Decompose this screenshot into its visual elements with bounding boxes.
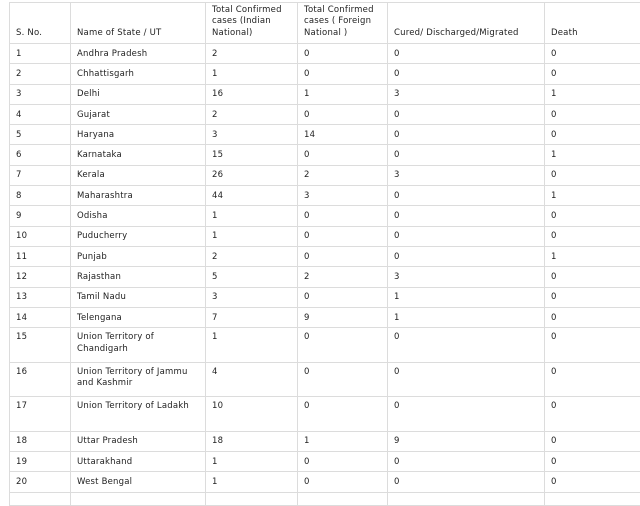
table-cell-empty bbox=[388, 492, 545, 505]
table-row bbox=[10, 165, 640, 185]
table-row bbox=[10, 104, 640, 124]
cell-sno: 18 bbox=[10, 431, 71, 451]
cell-sno: 7 bbox=[10, 165, 71, 185]
cell-death: 1 bbox=[545, 246, 640, 266]
cell-indian-cases: 26 bbox=[206, 165, 298, 185]
table-row bbox=[10, 64, 640, 84]
cell-cured: 3 bbox=[388, 84, 545, 104]
cell-indian-cases: 10 bbox=[206, 397, 298, 432]
cell-foreign-cases: 1 bbox=[298, 84, 388, 104]
cell-cured: 9 bbox=[388, 431, 545, 451]
cell-state: Rajasthan bbox=[71, 267, 206, 287]
cell-sno: 13 bbox=[10, 287, 71, 307]
cell-death: 0 bbox=[545, 226, 640, 246]
cell-cured: 0 bbox=[388, 186, 545, 206]
cell-cured: 0 bbox=[388, 226, 545, 246]
cell-indian-cases: 5 bbox=[206, 267, 298, 287]
cell-sno: 17 bbox=[10, 397, 71, 432]
cell-indian-cases: 1 bbox=[206, 328, 298, 363]
cell-sno: 2 bbox=[10, 64, 71, 84]
cell-sno: 5 bbox=[10, 125, 71, 145]
table-row bbox=[10, 451, 640, 471]
table-row bbox=[10, 186, 640, 206]
cell-cured: 0 bbox=[388, 125, 545, 145]
cell-death: 0 bbox=[545, 287, 640, 307]
cell-sno: 3 bbox=[10, 84, 71, 104]
table-row bbox=[10, 226, 640, 246]
cell-cured: 1 bbox=[388, 287, 545, 307]
cell-death: 1 bbox=[545, 186, 640, 206]
cell-state: Punjab bbox=[71, 246, 206, 266]
cell-death: 0 bbox=[545, 165, 640, 185]
cell-indian-cases: 1 bbox=[206, 206, 298, 226]
cell-cured: 0 bbox=[388, 145, 545, 165]
cell-sno: 20 bbox=[10, 472, 71, 492]
cell-sno: 10 bbox=[10, 226, 71, 246]
cell-death: 0 bbox=[545, 125, 640, 145]
cell-cured: 0 bbox=[388, 397, 545, 432]
cell-state: Kerala bbox=[71, 165, 206, 185]
cell-cured: 0 bbox=[388, 328, 545, 363]
table-row bbox=[10, 84, 640, 104]
cell-death: 0 bbox=[545, 307, 640, 327]
cell-death: 0 bbox=[545, 397, 640, 432]
table-row bbox=[10, 44, 640, 64]
cell-death: 0 bbox=[545, 64, 640, 84]
cell-death: 0 bbox=[545, 206, 640, 226]
cell-indian-cases: 1 bbox=[206, 64, 298, 84]
cell-foreign-cases: 0 bbox=[298, 451, 388, 471]
table-row bbox=[10, 307, 640, 327]
cell-sno: 14 bbox=[10, 307, 71, 327]
table-cell-empty bbox=[71, 492, 206, 505]
cell-indian-cases: 1 bbox=[206, 472, 298, 492]
cell-sno: 15 bbox=[10, 328, 71, 363]
cell-indian-cases: 2 bbox=[206, 104, 298, 124]
table-body bbox=[10, 44, 640, 506]
cell-death: 0 bbox=[545, 451, 640, 471]
table-row bbox=[10, 206, 640, 226]
cell-foreign-cases: 0 bbox=[298, 104, 388, 124]
table-row bbox=[10, 125, 640, 145]
table-row bbox=[10, 287, 640, 307]
table-row bbox=[10, 431, 640, 451]
cell-cured: 0 bbox=[388, 104, 545, 124]
cell-foreign-cases: 0 bbox=[298, 472, 388, 492]
cell-indian-cases: 44 bbox=[206, 186, 298, 206]
cell-state: Andhra Pradesh bbox=[71, 44, 206, 64]
cell-foreign-cases: 2 bbox=[298, 267, 388, 287]
cell-foreign-cases: 0 bbox=[298, 362, 388, 397]
cell-state: Uttar Pradesh bbox=[71, 431, 206, 451]
table-row bbox=[10, 362, 640, 397]
table-cell-empty bbox=[298, 492, 388, 505]
cell-foreign-cases: 0 bbox=[298, 397, 388, 432]
cell-state: Telengana bbox=[71, 307, 206, 327]
cell-indian-cases: 18 bbox=[206, 431, 298, 451]
table-row bbox=[10, 267, 640, 287]
cell-cured: 3 bbox=[388, 165, 545, 185]
cell-cured: 1 bbox=[388, 307, 545, 327]
cell-state: Odisha bbox=[71, 206, 206, 226]
cell-death: 0 bbox=[545, 104, 640, 124]
cell-state: Union Territory of Chandigarh bbox=[71, 328, 206, 363]
cell-sno: 8 bbox=[10, 186, 71, 206]
cell-indian-cases: 3 bbox=[206, 125, 298, 145]
cell-foreign-cases: 3 bbox=[298, 186, 388, 206]
cell-state: Karnataka bbox=[71, 145, 206, 165]
cell-death: 0 bbox=[545, 44, 640, 64]
cell-state: Chhattisgarh bbox=[71, 64, 206, 84]
cell-indian-cases: 2 bbox=[206, 246, 298, 266]
cell-cured: 0 bbox=[388, 362, 545, 397]
cell-cured: 3 bbox=[388, 267, 545, 287]
cell-sno: 16 bbox=[10, 362, 71, 397]
cell-state: Haryana bbox=[71, 125, 206, 145]
table-row bbox=[10, 246, 640, 266]
cell-foreign-cases: 1 bbox=[298, 431, 388, 451]
cell-foreign-cases: 0 bbox=[298, 145, 388, 165]
table-row bbox=[10, 145, 640, 165]
cell-foreign-cases: 9 bbox=[298, 307, 388, 327]
cell-death: 0 bbox=[545, 431, 640, 451]
table-cell-empty bbox=[206, 492, 298, 505]
cell-state: Gujarat bbox=[71, 104, 206, 124]
cell-state: Union Territory of Jammu and Kashmir bbox=[71, 362, 206, 397]
cell-sno: 11 bbox=[10, 246, 71, 266]
cell-state: Maharashtra bbox=[71, 186, 206, 206]
cell-indian-cases: 15 bbox=[206, 145, 298, 165]
header-sno: S. No. bbox=[10, 3, 71, 44]
cell-sno: 4 bbox=[10, 104, 71, 124]
table-row bbox=[10, 328, 640, 363]
cell-foreign-cases: 0 bbox=[298, 246, 388, 266]
cell-foreign-cases: 0 bbox=[298, 206, 388, 226]
covid-cases-table-container bbox=[9, 2, 640, 506]
cell-indian-cases: 3 bbox=[206, 287, 298, 307]
cell-sno: 1 bbox=[10, 44, 71, 64]
cell-death: 0 bbox=[545, 362, 640, 397]
cell-foreign-cases: 0 bbox=[298, 226, 388, 246]
table-cell-empty bbox=[10, 492, 71, 505]
table-row bbox=[10, 472, 640, 492]
cell-cured: 0 bbox=[388, 472, 545, 492]
cell-foreign-cases: 14 bbox=[298, 125, 388, 145]
covid-cases-table bbox=[9, 2, 640, 506]
cell-indian-cases: 2 bbox=[206, 44, 298, 64]
cell-indian-cases: 1 bbox=[206, 226, 298, 246]
header-indian-cases: Total Confirmed cases (Indian National) bbox=[206, 3, 298, 44]
cell-death: 1 bbox=[545, 145, 640, 165]
cell-state: West Bengal bbox=[71, 472, 206, 492]
header-death: Death bbox=[545, 3, 640, 44]
cell-sno: 19 bbox=[10, 451, 71, 471]
cell-cured: 0 bbox=[388, 451, 545, 471]
cell-cured: 0 bbox=[388, 64, 545, 84]
cell-indian-cases: 1 bbox=[206, 451, 298, 471]
cell-sno: 9 bbox=[10, 206, 71, 226]
cell-cured: 0 bbox=[388, 44, 545, 64]
cell-state: Tamil Nadu bbox=[71, 287, 206, 307]
cell-state: Puducherry bbox=[71, 226, 206, 246]
cell-cured: 0 bbox=[388, 246, 545, 266]
cell-death: 1 bbox=[545, 84, 640, 104]
cell-state: Uttarakhand bbox=[71, 451, 206, 471]
table-header-row bbox=[10, 3, 640, 44]
cell-death: 0 bbox=[545, 328, 640, 363]
table-cell-empty bbox=[545, 492, 640, 505]
cell-death: 0 bbox=[545, 267, 640, 287]
cell-cured: 0 bbox=[388, 206, 545, 226]
cell-indian-cases: 7 bbox=[206, 307, 298, 327]
cell-foreign-cases: 0 bbox=[298, 64, 388, 84]
cell-sno: 12 bbox=[10, 267, 71, 287]
header-cured: Cured/ Discharged/Migrated bbox=[388, 3, 545, 44]
cell-state: Delhi bbox=[71, 84, 206, 104]
table-row bbox=[10, 397, 640, 432]
cell-foreign-cases: 0 bbox=[298, 328, 388, 363]
cell-indian-cases: 4 bbox=[206, 362, 298, 397]
cell-death: 0 bbox=[545, 472, 640, 492]
cell-state: Union Territory of Ladakh bbox=[71, 397, 206, 432]
header-state: Name of State / UT bbox=[71, 3, 206, 44]
cell-foreign-cases: 0 bbox=[298, 44, 388, 64]
cell-sno: 6 bbox=[10, 145, 71, 165]
cell-indian-cases: 16 bbox=[206, 84, 298, 104]
cell-foreign-cases: 2 bbox=[298, 165, 388, 185]
table-row-partial bbox=[10, 492, 640, 505]
cell-foreign-cases: 0 bbox=[298, 287, 388, 307]
header-foreign-cases: Total Confirmed cases ( Foreign National ) bbox=[298, 3, 388, 44]
